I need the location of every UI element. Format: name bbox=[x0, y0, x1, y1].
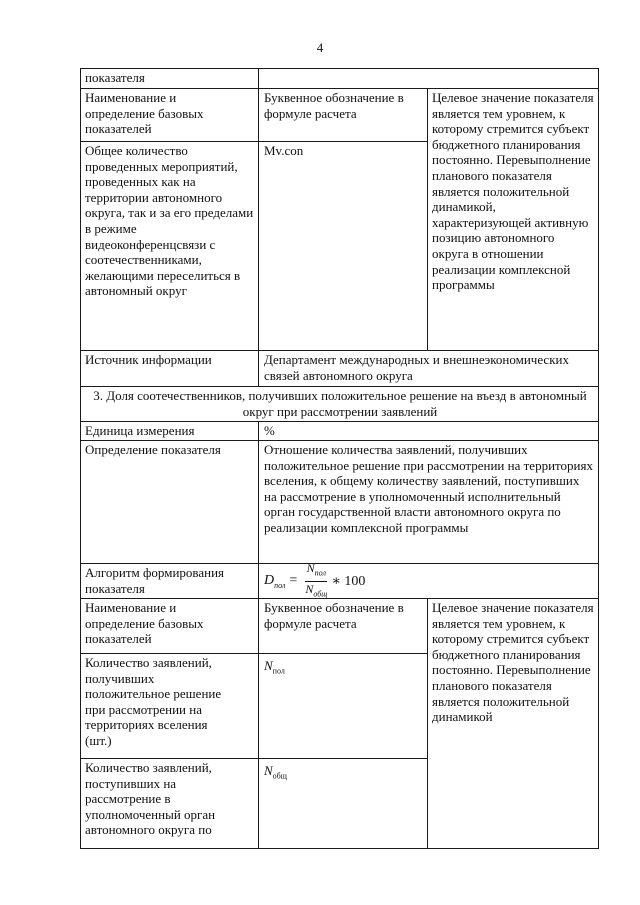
column-divider bbox=[427, 598, 428, 848]
base-indicator-name: Количество заявлений, получивших положительное решение при рассмотрении на территориях вселения (шт.) bbox=[85, 655, 222, 748]
base-indicator-symbol: $N_{общ}$ bbox=[264, 763, 287, 781]
formula-lhs: $D_{пол}$ bbox=[264, 572, 286, 590]
unit-value: % bbox=[264, 423, 275, 438]
base-indicator-name: Общее количество проведенных мероприятий, проведенных как на территории автономного округа, так и за его пределами в режиме видеоконференцсвязи с соотечественниками, желающими переселиться в автономный округ bbox=[85, 143, 254, 299]
calculation-formula: $D_{пол}$ = $\frac{N_{пол}}{N_{общ}}$ ∗ 100 bbox=[264, 565, 365, 597]
header-symbol-column: Буквенное обозначение в формуле расчета bbox=[264, 90, 404, 121]
table-border-right bbox=[598, 68, 599, 848]
target-value-text: Целевое значение показателя является тем уровнем, к которому стремится субъект бюджетного планирования постоянно. Перевыполнение планового показателя является положительной динамикой, характеризующей активную позицию автономного округа в отношении реализации комплексной программы bbox=[432, 90, 594, 293]
section-title: 3. Доля соотечественников, получивших положительное решение на въезд в автономный округ при рассмотрении заявлений bbox=[93, 388, 587, 419]
row-divider bbox=[80, 848, 599, 849]
row-divider bbox=[80, 563, 599, 564]
row-divider bbox=[80, 421, 599, 422]
row-divider bbox=[80, 68, 599, 69]
row-divider bbox=[80, 141, 427, 142]
row-divider bbox=[80, 598, 599, 599]
source-value: Департамент международных и внешнеэкономических связей автономного округа bbox=[264, 352, 569, 383]
formula-numerator: $N_{пол}$ bbox=[306, 561, 326, 578]
definition-label: Определение показателя bbox=[85, 442, 221, 457]
formula-fraction bbox=[305, 561, 327, 601]
formula-rhs: ∗ 100 bbox=[331, 573, 366, 589]
row-divider bbox=[80, 386, 599, 387]
base-indicator-symbol: $N_{пол}$ bbox=[264, 658, 285, 676]
header-symbol-column: Буквенное обозначение в формуле расчета bbox=[264, 600, 404, 631]
definition-value: Отношение количества заявлений, получивших положительное решение при рассмотрении на территориях вселения, к общему количеству заявлений, поступивших на рассмотрение в уполномоченный исполнительный орган государственной власти автономного округа по реализации комплексной программы bbox=[264, 442, 593, 535]
row-divider bbox=[80, 440, 599, 441]
column-divider bbox=[258, 421, 259, 848]
column-divider bbox=[258, 68, 259, 386]
table-border-left bbox=[80, 68, 81, 848]
row-divider bbox=[80, 653, 427, 654]
column-divider bbox=[427, 88, 428, 350]
row-divider bbox=[80, 758, 427, 759]
base-indicator-name: Количество заявлений, поступивших на рассмотрение в уполномоченный орган автономного округа по bbox=[85, 760, 216, 838]
header-name-column: Наименование и определение базовых показателей bbox=[85, 90, 204, 137]
header-name-column: Наименование и определение базовых показателей bbox=[85, 600, 204, 647]
row-divider bbox=[80, 88, 599, 89]
page-number: 4 bbox=[316, 40, 324, 55]
source-label: Источник информации bbox=[85, 352, 212, 367]
continuation-label: показателя bbox=[85, 70, 145, 85]
formula-denominator: $N_{общ}$ bbox=[305, 581, 328, 598]
base-indicator-symbol: Mv.con bbox=[264, 143, 304, 158]
row-divider bbox=[80, 350, 599, 351]
target-value-text: Целевое значение показателя является тем уровнем, к которому стремится субъект бюджетного планирования постоянно. Перевыполнение планового показателя является положительной динамикой bbox=[432, 600, 594, 725]
algorithm-label: Алгоритм формирования показателя bbox=[85, 565, 225, 596]
unit-label: Единица измерения bbox=[85, 423, 195, 438]
